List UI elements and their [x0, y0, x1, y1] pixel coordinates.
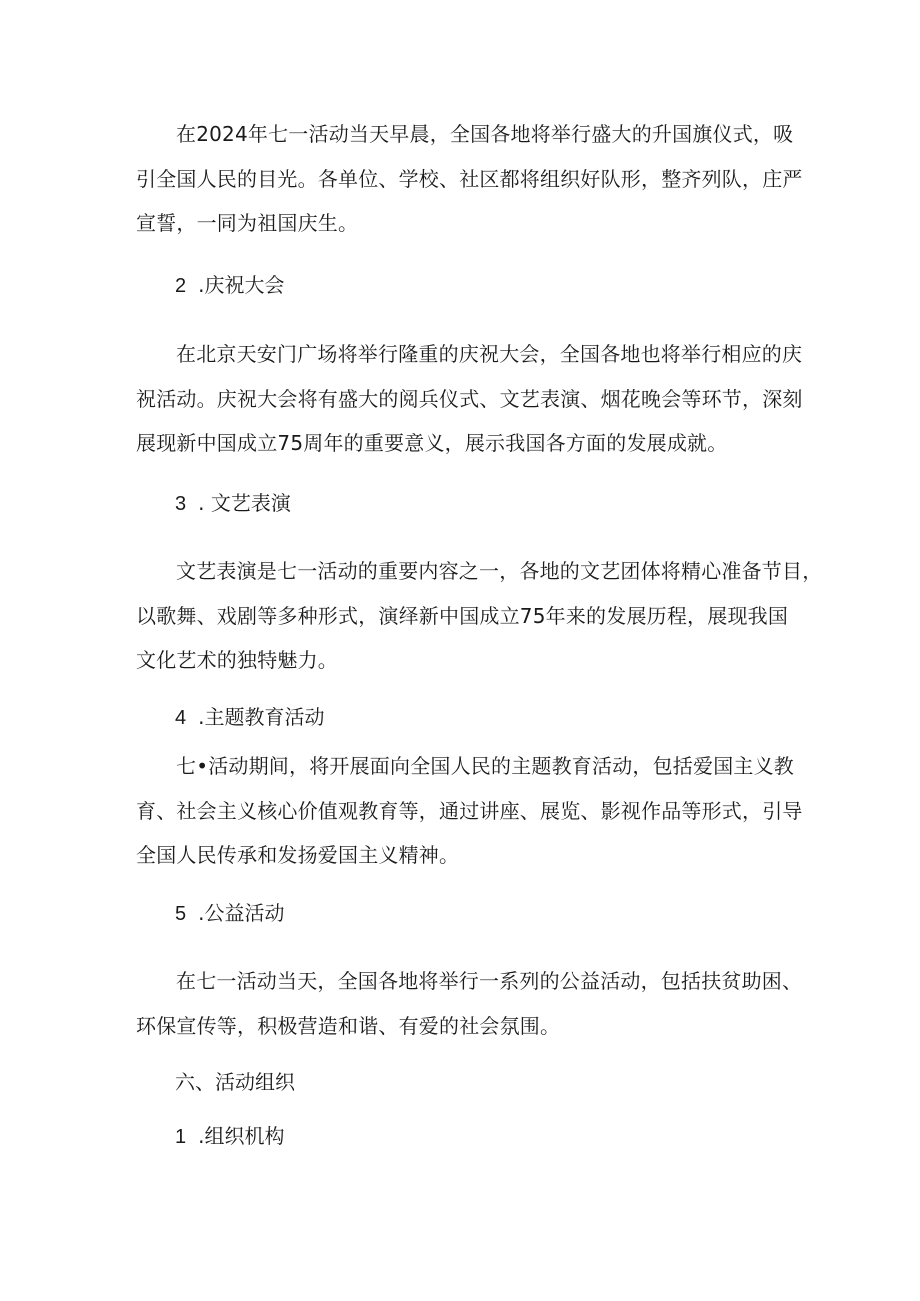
heading-number: 2 — [175, 275, 187, 297]
paragraph-line: 在北京天安门广场将举行隆重的庆祝大会，全国各地也将举行相应的庆 — [176, 342, 803, 366]
paragraph-line: 展现新中国成立75周年的重要意义，展示我国各方面的发展成就。 — [136, 431, 728, 455]
paragraph-education — [136, 744, 803, 878]
paragraph-line: 宣誓，一同为祖国庆生。 — [136, 211, 359, 235]
heading-text: .主题教育活动 — [198, 705, 325, 729]
heading-text: 六、活动组织 — [175, 1070, 295, 1094]
heading-text: .庆祝大会 — [198, 273, 285, 297]
paragraph-flag-raising — [136, 112, 803, 246]
section-heading-celebration — [175, 271, 284, 300]
paragraph-line: 在七一活动当天，全国各地将举行一系列的公益活动，包括扶贫助困、 — [176, 969, 803, 993]
section-heading-organization — [175, 1068, 295, 1096]
section-heading-education — [175, 703, 324, 732]
heading-text: . 文艺表演 — [198, 491, 291, 515]
paragraph-line: 文艺表演是七一活动的重要内容之一，各地的文艺团体将精心准备节目， — [176, 559, 823, 583]
section-heading-performance — [175, 489, 291, 518]
paragraph-performance — [136, 549, 823, 683]
section-heading-org-structure — [175, 1122, 284, 1151]
heading-number: 5 — [175, 903, 187, 925]
paragraph-line: 以歌舞、戏剧等多种形式，演绎新中国成立75年来的发展历程，展现我国 — [136, 603, 789, 628]
paragraph-line: 祝活动。庆祝大会将有盛大的阅兵仪式、文艺表演、烟花晚会等环节，深刻 — [136, 386, 803, 411]
paragraph-line: 在2024年七一活动当天早晨，全国各地将举行盛大的升国旗仪式，吸 — [176, 122, 794, 146]
section-heading-charity — [175, 899, 284, 928]
paragraph-line: 文化艺术的独特魅力。 — [136, 648, 338, 672]
heading-text: .公益活动 — [198, 901, 285, 925]
paragraph-line: 七•活动期间，将开展面向全国人民的主题教育活动，包括爱国主义教 — [176, 754, 794, 778]
heading-text: .组织机构 — [198, 1124, 285, 1148]
heading-number: 4 — [175, 707, 187, 729]
paragraph-charity — [136, 959, 803, 1048]
paragraph-celebration — [136, 332, 803, 466]
paragraph-line: 育、社会主义核心价值观教育等，通过讲座、展览、影视作品等形式，引导 — [136, 798, 803, 823]
paragraph-line: 全国人民传承和发扬爱国主义精神。 — [136, 843, 460, 867]
paragraph-line: 环保宣传等，积极营造和谐、有爱的社会氛围。 — [136, 1013, 561, 1038]
heading-number: 3 — [175, 493, 187, 515]
paragraph-line: 引全国人民的目光。各单位、学校、社区都将组织好队形，整齐列队，庄严 — [136, 166, 803, 191]
heading-number: 1 — [175, 1126, 187, 1148]
